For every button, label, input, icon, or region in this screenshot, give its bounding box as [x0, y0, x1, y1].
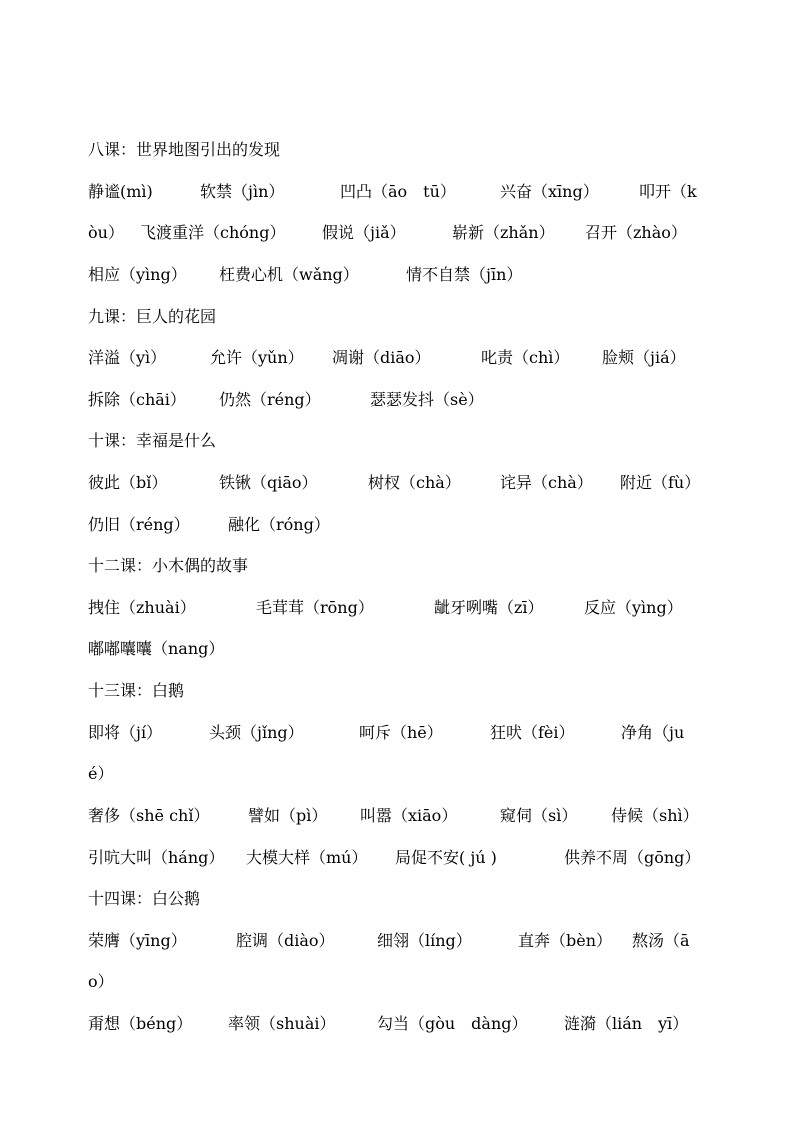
vocab-item: 局促不安( jú )	[395, 848, 497, 867]
vocab-item: 假说（jiǎ）	[322, 223, 406, 242]
vocab-item: 铁锹（qiāo）	[219, 473, 318, 492]
vocab-item: 窥伺（sì）	[500, 806, 578, 825]
vocab-item: 静谧(mì)	[88, 182, 153, 201]
heading-text: 十课：幸福是什么	[88, 431, 217, 450]
vocab-item: 譬如（pì）	[248, 806, 328, 825]
vocab-item: 勾当（gòu dàng）	[377, 1014, 528, 1033]
vocab-item: 狂吠（fèi）	[490, 723, 575, 742]
vocab-item: 拽住（zhuài）	[88, 598, 196, 617]
vocab-item: 腔调（diào）	[236, 931, 335, 950]
vocab-item: 树杈（chà）	[368, 473, 461, 492]
vocab-item: 仍旧（réng）	[88, 515, 190, 534]
vocab-item: 净角（ju	[621, 723, 685, 742]
vocab-item: 崭新（zhǎn）	[452, 223, 555, 242]
vocab-item: 洋溢（yì）	[88, 348, 167, 367]
lesson-12-heading	[88, 556, 708, 576]
vocab-item: 熬汤（ā	[632, 931, 690, 950]
lesson-8-heading	[88, 140, 708, 160]
vocab-item: 兴奋（xīng）	[500, 182, 599, 201]
vocab-item: 叱责（chì）	[481, 348, 570, 367]
vocab-item: 头颈（jǐng）	[209, 723, 304, 742]
vocab-item: 奢侈（shē chǐ）	[88, 806, 210, 825]
vocab-item: 凹凸（āo tū）	[340, 182, 456, 201]
vocab-item: é）	[88, 764, 114, 783]
vocab-item: 甭想（béng）	[88, 1014, 193, 1033]
vocab-item: 诧异（chà）	[500, 473, 593, 492]
vocab-item: òu）	[88, 223, 124, 242]
vocab-item: 软禁（jìn）	[200, 182, 285, 201]
vocab-item: 融化（róng）	[228, 515, 330, 534]
heading-text: 十三课：白鹅	[88, 681, 185, 700]
vocab-item: 引吭大叫（háng）	[88, 848, 225, 867]
vocab-item: 龇牙咧嘴（zī）	[434, 598, 544, 617]
vocab-item: 瑟瑟发抖（sè）	[370, 390, 484, 409]
vocab-item: 凋谢（diāo）	[332, 348, 431, 367]
vocab-item: 仍然（réng）	[219, 390, 321, 409]
vocab-item: 召开（zhào）	[585, 223, 687, 242]
heading-text: 十二课：小木偶的故事	[88, 556, 249, 575]
vocab-item: 呵斥（hē）	[359, 723, 443, 742]
vocab-item: 荣膺（yīng）	[88, 931, 187, 950]
vocab-item: 相应（yìng）	[88, 265, 187, 284]
vocab-item: 侍候（shì）	[611, 806, 699, 825]
vocab-item: 附近（fù）	[620, 473, 701, 492]
heading-text: 八课：世界地图引出的发现	[88, 140, 281, 159]
vocab-item: 供养不周（gōng）	[564, 848, 701, 867]
vocab-item: 脸颊（jiá）	[602, 348, 686, 367]
lesson-9-heading	[88, 307, 708, 327]
vocab-item: 情不自禁（jīn）	[406, 265, 523, 284]
vocab-item: 叫嚣（xiāo）	[360, 806, 458, 825]
heading-text: 十四课：白公鹅	[88, 889, 201, 908]
vocab-item: 嘟嘟囔囔（nang）	[88, 639, 225, 658]
vocab-item: 涟漪（lián yī）	[564, 1014, 689, 1033]
vocab-item: o）	[88, 972, 114, 991]
heading-text: 九课：巨人的花园	[88, 307, 217, 326]
vocab-item: 反应（yìng）	[584, 598, 683, 617]
vocab-item: 彼此（bǐ）	[88, 473, 168, 492]
lesson-13-heading	[88, 681, 708, 701]
vocab-item: 拆除（chāi）	[88, 390, 186, 409]
vocab-item: 飞渡重洋（chóng）	[140, 223, 286, 242]
lesson-14-heading	[88, 889, 708, 909]
vocab-item: 枉费心机（wǎng）	[219, 265, 359, 284]
vocab-item: 毛茸茸（rōng）	[256, 598, 374, 617]
vocab-item: 允许（yǔn）	[210, 348, 304, 367]
lesson-10-heading	[88, 431, 708, 451]
vocab-item: 率领（shuài）	[228, 1014, 336, 1033]
vocab-item: 即将（jí）	[88, 723, 163, 742]
vocab-item: 直奔（bèn）	[518, 931, 613, 950]
vocab-item: 大模大样（mú）	[246, 848, 368, 867]
vocab-item: 细翎（líng）	[377, 931, 472, 950]
vocab-item: 叩开（k	[639, 182, 697, 201]
